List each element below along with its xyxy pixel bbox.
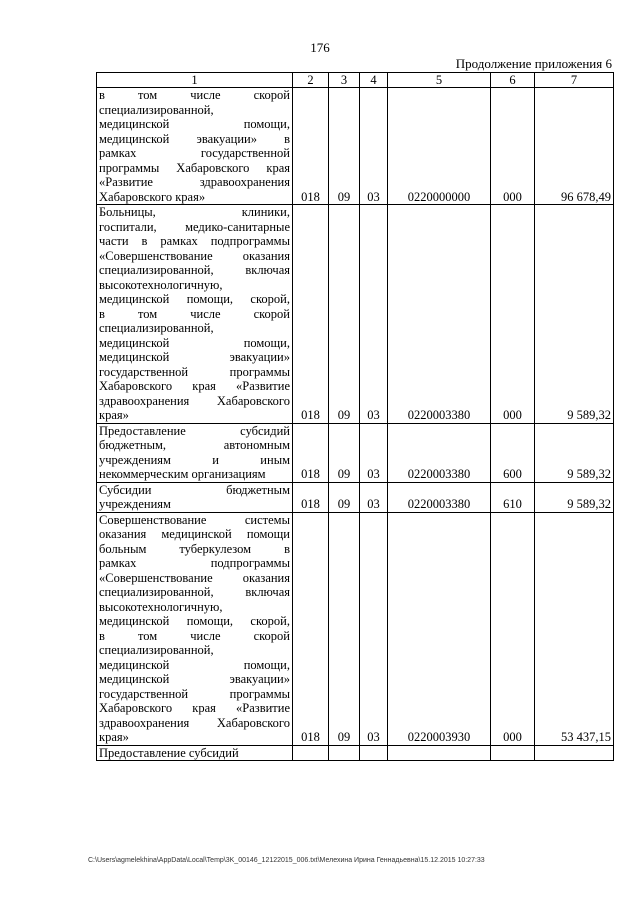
expense-type-code: 610 [491, 482, 535, 512]
section-code: 09 [329, 482, 360, 512]
table-row [97, 423, 614, 482]
description-line: края» [99, 408, 129, 422]
description-line: Совершенствование системы [99, 512, 290, 527]
target-article-code: 0220003380 [388, 205, 491, 424]
description-line: медицинской помощи, скорой, [99, 292, 290, 306]
section-code: 09 [329, 423, 360, 482]
description-line: медицинской помощи, скорой, [99, 614, 290, 628]
appendix-continuation-label: Продолжение приложения 6 [455, 56, 612, 71]
column-header: 6 [491, 73, 535, 88]
subsection-code: 03 [360, 512, 388, 745]
target-article-code: 0220003930 [388, 512, 491, 745]
description-line: рамках подпрограммы [99, 556, 290, 570]
column-header: 7 [535, 73, 614, 88]
description-line: Субсидии бюджетным [99, 482, 290, 497]
description-line: медицинской помощи, [99, 335, 290, 350]
description-line: специализированной, [99, 643, 214, 657]
row-description [97, 482, 293, 512]
description-line: в том числе скорой [99, 628, 290, 643]
expense-type-code: 000 [491, 512, 535, 745]
amount-value: 9 589,32 [535, 423, 614, 482]
column-header: 1 [97, 73, 293, 88]
subsection-code: 03 [360, 423, 388, 482]
description-line: Хабаровского края» [99, 189, 206, 204]
description-line: специализированной, [99, 102, 214, 117]
section-code [329, 745, 360, 761]
row-description [97, 205, 293, 424]
column-header: 2 [293, 73, 329, 88]
ministry-code: 018 [293, 205, 329, 424]
description-line: рамках государственной [99, 146, 290, 160]
row-description [97, 745, 293, 761]
column-header: 5 [388, 73, 491, 88]
description-line: госпитали, медико-санитарные [99, 219, 290, 234]
description-line: в том числе скорой [99, 88, 290, 102]
description-line: в том числе скорой [99, 306, 290, 321]
description-line: специализированной, включая [99, 263, 290, 277]
description-line: бюджетным, автономным [99, 438, 290, 452]
target-article-code: 0220003380 [388, 482, 491, 512]
description-line: медицинской эвакуации» [99, 672, 290, 686]
table-row [97, 88, 614, 205]
amount-value: 53 437,15 [535, 512, 614, 745]
file-path-footer: C:\Users\agmelekhina\AppData\Local\Temp\3K_00146_12122015_006.txt\Мелехина Ирина Геннадьевна\15.12.2015 10:27:33 [88, 857, 485, 864]
amount-value: 9 589,32 [535, 205, 614, 424]
row-description [97, 512, 293, 745]
description-line: «Совершенствование оказания [99, 570, 290, 585]
row-description [97, 423, 293, 482]
description-line: медицинской помощи, [99, 657, 290, 672]
description-line: некоммерческим организациям [99, 467, 266, 481]
description-line: Предоставление субсидий [99, 423, 290, 438]
description-line: здравоохранения Хабаровского [99, 393, 290, 408]
target-article-code: 0220003380 [388, 423, 491, 482]
description-line: здравоохранения Хабаровского [99, 715, 290, 730]
ministry-code: 018 [293, 423, 329, 482]
amount-value [535, 745, 614, 761]
description-line: «Совершенствование оказания [99, 248, 290, 263]
description-line: учреждениям [99, 497, 171, 511]
table-row [97, 482, 614, 512]
description-line: части в рамках подпрограммы [99, 234, 290, 248]
subsection-code: 03 [360, 205, 388, 424]
subsection-code: 03 [360, 88, 388, 205]
description-line: Предоставление субсидий [99, 745, 239, 760]
description-line: медицинской эвакуации» [99, 350, 290, 364]
description-line: медицинской помощи, [99, 117, 290, 131]
subsection-code: 03 [360, 482, 388, 512]
target-article-code [388, 745, 491, 761]
expense-type-code: 000 [491, 205, 535, 424]
description-line: медицинской эвакуации» в [99, 131, 290, 146]
expense-type-code [491, 745, 535, 761]
section-code: 09 [329, 88, 360, 205]
ministry-code: 018 [293, 88, 329, 205]
description-line: высокотехнологичную, [99, 599, 223, 614]
description-line: программы Хабаровского края [99, 160, 290, 175]
ministry-code: 018 [293, 482, 329, 512]
page-number: 176 [310, 40, 330, 55]
description-line: учреждениям и иным [99, 452, 290, 467]
description-line: Больницы, клиники, [99, 205, 290, 219]
table-row [97, 745, 614, 761]
description-line: государственной программы [99, 686, 290, 701]
ministry-code: 018 [293, 512, 329, 745]
table-row [97, 512, 614, 745]
ministry-code [293, 745, 329, 761]
description-line: высокотехнологичную, [99, 277, 223, 292]
section-code: 09 [329, 205, 360, 424]
description-line: государственной программы [99, 364, 290, 379]
description-line: Хабаровского края «Развитие [99, 379, 290, 393]
description-line: специализированной, включая [99, 585, 290, 599]
row-description [97, 88, 293, 205]
expense-type-code: 600 [491, 423, 535, 482]
description-line: Хабаровского края «Развитие [99, 701, 290, 715]
table-row [97, 205, 614, 424]
table-header-row [97, 73, 614, 88]
column-header: 4 [360, 73, 388, 88]
target-article-code: 0220000000 [388, 88, 491, 205]
amount-value: 96 678,49 [535, 88, 614, 205]
section-code: 09 [329, 512, 360, 745]
description-line: оказания медицинской помощи [99, 527, 290, 541]
budget-table [96, 72, 614, 761]
description-line: «Развитие здравоохранения [99, 175, 290, 189]
expense-type-code: 000 [491, 88, 535, 205]
description-line: больным туберкулезом в [99, 541, 290, 556]
subsection-code [360, 745, 388, 761]
description-line: специализированной, [99, 321, 214, 335]
description-line: края» [99, 730, 129, 744]
amount-value: 9 589,32 [535, 482, 614, 512]
column-header: 3 [329, 73, 360, 88]
